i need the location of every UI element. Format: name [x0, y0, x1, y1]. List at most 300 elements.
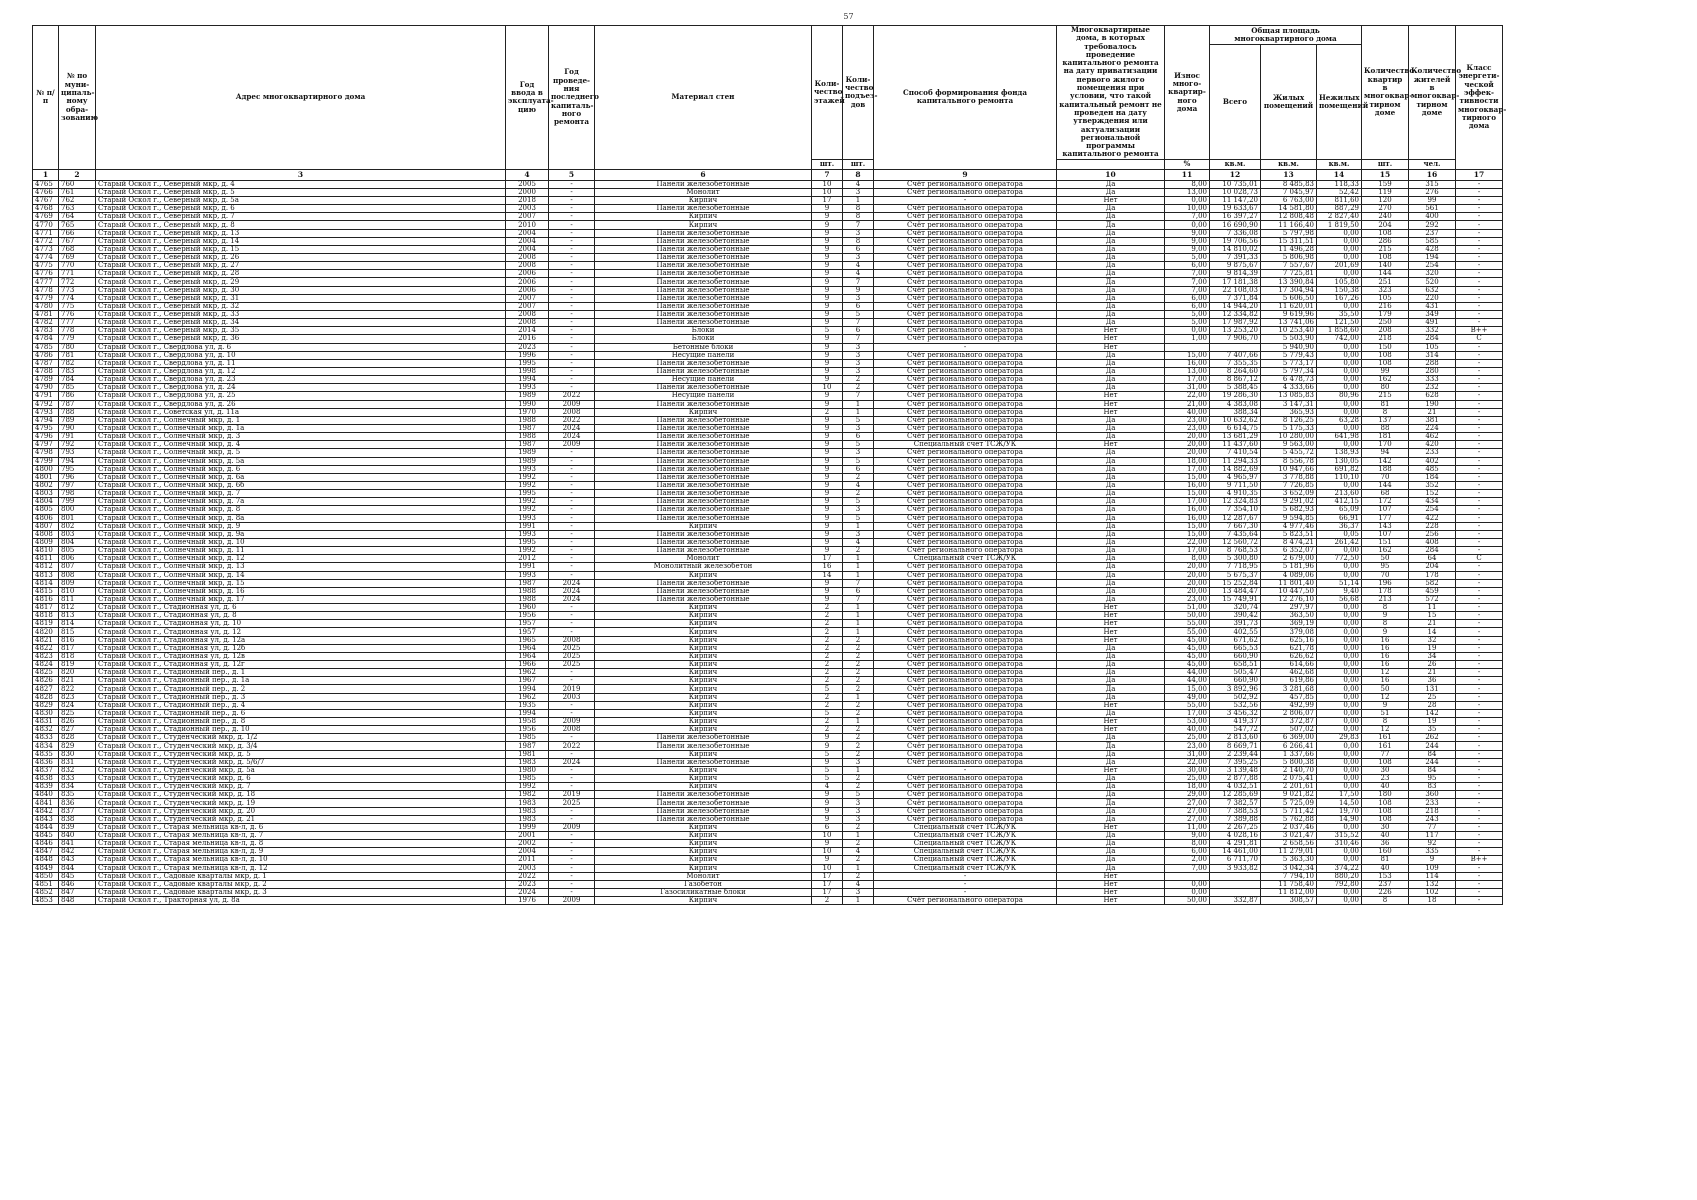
cell-municipal-number: 781 [59, 351, 96, 359]
cell-fund-method: Счёт регионального оператора [874, 262, 1057, 270]
cell-row-number: 4812 [33, 563, 59, 571]
cell-address: Старый Оскол г., Стадионная ул, д. 10 [96, 620, 506, 628]
cell-municipal-number: 829 [59, 742, 96, 750]
cell-repair-required: Нет [1057, 628, 1165, 636]
cell-area-nonresidential: 691,82 [1317, 465, 1362, 473]
cell-last-repair-year: - [549, 498, 595, 506]
cell-area-residential: 5 682,93 [1261, 506, 1317, 514]
cell-energy-class: - [1456, 319, 1503, 327]
cell-municipal-number: 820 [59, 669, 96, 677]
cell-apartments: 204 [1362, 221, 1409, 229]
header-fund-method: Способ формирования фонда капитального ремонта [874, 26, 1057, 170]
cell-wall-material: Панели железобетонные [595, 514, 812, 522]
cell-apartments: 9 [1362, 612, 1409, 620]
cell-municipal-number: 809 [59, 579, 96, 587]
table-row [33, 604, 1503, 612]
cell-municipal-number: 839 [59, 823, 96, 831]
cell-entrances: 5 [843, 791, 874, 799]
cell-residents: 84 [1409, 766, 1456, 774]
cell-area-residential: 7 045,97 [1261, 188, 1317, 196]
cell-wall-material: Кирпич [595, 701, 812, 709]
cell-municipal-number: 813 [59, 612, 96, 620]
cell-apartments: 120 [1362, 197, 1409, 205]
cell-fund-method: Счёт регионального оператора [874, 815, 1057, 823]
cell-municipal-number: 848 [59, 897, 96, 905]
cell-floors: 5 [812, 775, 843, 783]
cell-area-total: 14 461,00 [1210, 848, 1261, 856]
cell-energy-class: - [1456, 522, 1503, 530]
cell-energy-class: - [1456, 897, 1503, 905]
cell-last-repair-year: - [549, 604, 595, 612]
cell-wear: 0,00 [1165, 880, 1210, 888]
cell-row-number: 4766 [33, 188, 59, 196]
cell-entrances: 2 [843, 661, 874, 669]
cell-floors: 9 [812, 311, 843, 319]
cell-wear: 23,00 [1165, 742, 1210, 750]
cell-address: Старый Оскол г., Северный мкр, д. 15 [96, 245, 506, 253]
unit-floors: шт. [812, 159, 843, 169]
cell-area-residential: 3 021,47 [1261, 832, 1317, 840]
cell-area-nonresidential: 0,00 [1317, 254, 1362, 262]
cell-wear: 45,00 [1165, 644, 1210, 652]
header-year-built: Год ввода в эксплуата-цию [506, 26, 549, 170]
cell-repair-required: Да [1057, 416, 1165, 424]
cell-residents: 18 [1409, 897, 1456, 905]
cell-area-residential: 8 485,83 [1261, 180, 1317, 188]
cell-energy-class: - [1456, 775, 1503, 783]
cell-area-residential: 9 021,82 [1261, 791, 1317, 799]
cell-entrances: 1 [843, 400, 874, 408]
cell-row-number: 4769 [33, 213, 59, 221]
cell-area-total: 19 706,56 [1210, 237, 1261, 245]
cell-apartments: 108 [1362, 758, 1409, 766]
cell-apartments: 160 [1362, 848, 1409, 856]
cell-floors: 9 [812, 205, 843, 213]
cell-repair-required: Да [1057, 571, 1165, 579]
cell-fund-method: Счёт регионального оператора [874, 465, 1057, 473]
cell-area-total: 4 965,97 [1210, 473, 1261, 481]
cell-year-built: 2014 [506, 327, 549, 335]
cell-repair-required: Да [1057, 481, 1165, 489]
cell-area-residential: 6 352,07 [1261, 547, 1317, 555]
table-row [33, 547, 1503, 555]
cell-repair-required: Да [1057, 351, 1165, 359]
cell-entrances: 2 [843, 742, 874, 750]
cell-apartments: 170 [1362, 441, 1409, 449]
cell-floors: 9 [812, 807, 843, 815]
cell-row-number: 4827 [33, 685, 59, 693]
cell-row-number: 4813 [33, 571, 59, 579]
cell-year-built: 1993 [506, 514, 549, 522]
cell-row-number: 4795 [33, 424, 59, 432]
table-row [33, 327, 1503, 335]
cell-municipal-number: 838 [59, 815, 96, 823]
cell-fund-method: Счёт регионального оператора [874, 424, 1057, 432]
cell-area-residential: 12 276,10 [1261, 595, 1317, 603]
cell-wear: 8,00 [1165, 840, 1210, 848]
cell-wall-material: Кирпич [595, 213, 812, 221]
cell-address: Старый Оскол г., Старая мельница кв-л, д. 8 [96, 840, 506, 848]
cell-repair-required: Да [1057, 188, 1165, 196]
cell-repair-required: Да [1057, 799, 1165, 807]
cell-row-number: 4818 [33, 612, 59, 620]
cell-area-nonresidential: 0,00 [1317, 441, 1362, 449]
cell-wear: 22,00 [1165, 758, 1210, 766]
table-body [33, 180, 1503, 905]
cell-apartments: 95 [1362, 563, 1409, 571]
cell-area-nonresidential: 35,50 [1317, 311, 1362, 319]
cell-wear: 16,00 [1165, 481, 1210, 489]
cell-year-built: 2004 [506, 245, 549, 253]
cell-last-repair-year: - [549, 188, 595, 196]
cell-area-nonresidential: 0,00 [1317, 652, 1362, 660]
cell-repair-required: Да [1057, 840, 1165, 848]
cell-area-nonresidential: 1 858,60 [1317, 327, 1362, 335]
cell-fund-method: Счёт регионального оператора [874, 677, 1057, 685]
cell-wall-material: Газосиликатные блоки [595, 888, 812, 896]
cell-entrances: 5 [843, 498, 874, 506]
cell-area-residential: 462,68 [1261, 669, 1317, 677]
cell-residents: 284 [1409, 335, 1456, 343]
cell-energy-class: - [1456, 294, 1503, 302]
cell-municipal-number: 772 [59, 278, 96, 286]
cell-area-nonresidential: 0,00 [1317, 783, 1362, 791]
cell-wear: 13,00 [1165, 188, 1210, 196]
cell-address: Старый Оскол г., Северный мкр, д. 28 [96, 270, 506, 278]
cell-row-number: 4796 [33, 433, 59, 441]
cell-fund-method: Счёт регионального оператора [874, 563, 1057, 571]
cell-residents: 25 [1409, 693, 1456, 701]
cell-address: Старый Оскол г., Студенческий мкр, д. 5а [96, 766, 506, 774]
cell-last-repair-year: 2008 [549, 408, 595, 416]
cell-wear: 17,00 [1165, 709, 1210, 717]
cell-residents: 184 [1409, 473, 1456, 481]
cell-floors: 5 [812, 327, 843, 335]
cell-entrances: 2 [843, 669, 874, 677]
cell-year-built: 1962 [506, 693, 549, 701]
cell-wear: 0,00 [1165, 888, 1210, 896]
cell-last-repair-year: 2024 [549, 587, 595, 595]
cell-repair-required: Да [1057, 856, 1165, 864]
cell-area-total: 419,37 [1210, 718, 1261, 726]
cell-repair-required: Нет [1057, 620, 1165, 628]
cell-floors: 16 [812, 563, 843, 571]
cell-repair-required: Да [1057, 750, 1165, 758]
cell-repair-required: Да [1057, 213, 1165, 221]
cell-energy-class: - [1456, 644, 1503, 652]
cell-wear: 2,00 [1165, 856, 1210, 864]
cell-address: Старый Оскол г., Свердлова ул, д. 10 [96, 351, 506, 359]
cell-energy-class: - [1456, 742, 1503, 750]
cell-year-built: 1998 [506, 367, 549, 375]
cell-last-repair-year: 2024 [549, 595, 595, 603]
cell-wear: 21,00 [1165, 400, 1210, 408]
cell-municipal-number: 770 [59, 262, 96, 270]
cell-last-repair-year: - [549, 270, 595, 278]
cell-wear: 16,00 [1165, 359, 1210, 367]
cell-energy-class: - [1456, 604, 1503, 612]
cell-residents: 254 [1409, 262, 1456, 270]
cell-repair-required: Да [1057, 685, 1165, 693]
cell-year-built: 1992 [506, 547, 549, 555]
cell-area-nonresidential: 0,00 [1317, 856, 1362, 864]
cell-area-nonresidential: 63,28 [1317, 416, 1362, 424]
cell-entrances: 7 [843, 335, 874, 343]
cell-area-residential: 492,99 [1261, 701, 1317, 709]
cell-wear: 9,00 [1165, 245, 1210, 253]
cell-row-number: 4823 [33, 652, 59, 660]
cell-repair-required: Да [1057, 278, 1165, 286]
cell-wear: 44,00 [1165, 677, 1210, 685]
cell-last-repair-year: 2024 [549, 433, 595, 441]
cell-wear: 0,00 [1165, 197, 1210, 205]
cell-floors: 2 [812, 726, 843, 734]
cell-fund-method: Счёт регионального оператора [874, 701, 1057, 709]
cell-fund-method: - [874, 880, 1057, 888]
cell-area-nonresidential: 742,00 [1317, 335, 1362, 343]
cell-residents: 152 [1409, 490, 1456, 498]
cell-floors: 9 [812, 465, 843, 473]
cell-apartments: 81 [1362, 400, 1409, 408]
cell-municipal-number: 832 [59, 766, 96, 774]
cell-area-nonresidential: 201,69 [1317, 262, 1362, 270]
cell-entrances: 7 [843, 319, 874, 327]
cell-repair-required: Да [1057, 237, 1165, 245]
cell-last-repair-year: - [549, 864, 595, 872]
cell-residents: 142 [1409, 709, 1456, 717]
cell-energy-class: - [1456, 718, 1503, 726]
cell-fund-method: Счёт регионального оператора [874, 237, 1057, 245]
cell-last-repair-year: - [549, 311, 595, 319]
cell-floors: 2 [812, 701, 843, 709]
cell-row-number: 4849 [33, 864, 59, 872]
cell-apartments: 23 [1362, 775, 1409, 783]
cell-wall-material: Кирпич [595, 628, 812, 636]
cell-apartments: 137 [1362, 416, 1409, 424]
cell-last-repair-year: 2008 [549, 636, 595, 644]
cell-row-number: 4788 [33, 367, 59, 375]
cell-last-repair-year: - [549, 766, 595, 774]
table-row [33, 718, 1503, 726]
cell-entrances: 1 [843, 604, 874, 612]
cell-wall-material: Кирпич [595, 612, 812, 620]
cell-area-residential: 5 762,88 [1261, 815, 1317, 823]
cell-area-residential: 13 390,84 [1261, 278, 1317, 286]
cell-repair-required: Да [1057, 652, 1165, 660]
cell-year-built: 1992 [506, 783, 549, 791]
cell-area-residential: 10 447,50 [1261, 587, 1317, 595]
cell-apartments: 178 [1362, 587, 1409, 595]
cell-energy-class: - [1456, 188, 1503, 196]
cell-last-repair-year: - [549, 734, 595, 742]
cell-wall-material: Панели железобетонные [595, 278, 812, 286]
cell-wear: 45,00 [1165, 652, 1210, 660]
cell-area-total: 7 395,25 [1210, 758, 1261, 766]
cell-floors: 9 [812, 547, 843, 555]
cell-floors: 9 [812, 514, 843, 522]
cell-entrances: 8 [843, 205, 874, 213]
table-row [33, 254, 1503, 262]
cell-wall-material: Монолит [595, 188, 812, 196]
cell-last-repair-year: - [549, 294, 595, 302]
cell-repair-required: Да [1057, 864, 1165, 872]
cell-area-nonresidential: 0,00 [1317, 701, 1362, 709]
cell-last-repair-year: 2009 [549, 441, 595, 449]
cell-apartments: 8 [1362, 897, 1409, 905]
cell-area-residential: 2 140,70 [1261, 766, 1317, 774]
cell-entrances: 2 [843, 644, 874, 652]
cell-year-built: 1982 [506, 791, 549, 799]
cell-area-nonresidential: 811,60 [1317, 197, 1362, 205]
cell-area-total: 7 667,30 [1210, 522, 1261, 530]
cell-energy-class: - [1456, 872, 1503, 880]
cell-year-built: 2006 [506, 286, 549, 294]
table-row [33, 376, 1503, 384]
table-row [33, 302, 1503, 310]
cell-energy-class: - [1456, 750, 1503, 758]
cell-apartments: 172 [1362, 498, 1409, 506]
cell-year-built: 1957 [506, 620, 549, 628]
cell-municipal-number: 840 [59, 832, 96, 840]
cell-wear: 45,00 [1165, 661, 1210, 669]
cell-year-built: 2004 [506, 848, 549, 856]
cell-area-total: 3 139,48 [1210, 766, 1261, 774]
cell-energy-class: - [1456, 823, 1503, 831]
cell-apartments: 108 [1362, 807, 1409, 815]
cell-fund-method: - [874, 343, 1057, 351]
cell-residents: 190 [1409, 400, 1456, 408]
cell-floors: 9 [812, 498, 843, 506]
cell-area-residential: 9 563,00 [1261, 441, 1317, 449]
cell-address: Старый Оскол г., Солнечный мкр, д. 5а [96, 457, 506, 465]
cell-entrances: 1 [843, 571, 874, 579]
cell-apartments: 140 [1362, 262, 1409, 270]
cell-floors: 2 [812, 628, 843, 636]
cell-address: Старый Оскол г., Солнечный мкр, д. 6а [96, 473, 506, 481]
cell-floors: 9 [812, 392, 843, 400]
cell-address: Старый Оскол г., Северный мкр, д. 4 [96, 180, 506, 188]
cell-wear: 5,00 [1165, 254, 1210, 262]
cell-repair-required: Да [1057, 815, 1165, 823]
cell-entrances: 2 [843, 376, 874, 384]
cell-floors: 9 [812, 245, 843, 253]
cell-energy-class: - [1456, 490, 1503, 498]
cell-fund-method: Специальный счет ТСЖ/УК [874, 832, 1057, 840]
cell-repair-required: Да [1057, 229, 1165, 237]
cell-fund-method: Специальный счет ТСЖ/УК [874, 823, 1057, 831]
cell-area-nonresidential: 51,14 [1317, 579, 1362, 587]
cell-residents: 244 [1409, 742, 1456, 750]
cell-energy-class: - [1456, 449, 1503, 457]
table-row [33, 856, 1503, 864]
cell-area-nonresidential: 0,00 [1317, 367, 1362, 375]
cell-wall-material: Кирпич [595, 766, 812, 774]
cell-year-built: 1991 [506, 563, 549, 571]
cell-year-built: 1983 [506, 758, 549, 766]
cell-row-number: 4802 [33, 481, 59, 489]
cell-apartments: 161 [1362, 734, 1409, 742]
cell-last-repair-year: - [549, 384, 595, 392]
cell-energy-class: - [1456, 441, 1503, 449]
cell-wear: 7,00 [1165, 270, 1210, 278]
cell-apartments: 151 [1362, 538, 1409, 546]
cell-row-number: 4836 [33, 758, 59, 766]
cell-residents: 262 [1409, 734, 1456, 742]
cell-row-number: 4773 [33, 245, 59, 253]
cell-last-repair-year: - [549, 367, 595, 375]
cell-residents: 102 [1409, 888, 1456, 896]
cell-year-built: 1996 [506, 351, 549, 359]
cell-residents: 21 [1409, 408, 1456, 416]
cell-row-number: 4786 [33, 351, 59, 359]
cell-address: Старый Оскол г., Солнечный мкр, д. 12 [96, 555, 506, 563]
cell-floors: 9 [812, 229, 843, 237]
cell-fund-method: Счёт регионального оператора [874, 319, 1057, 327]
cell-area-residential: 11 812,00 [1261, 888, 1317, 896]
cell-row-number: 4781 [33, 311, 59, 319]
cell-floors: 17 [812, 555, 843, 563]
cell-year-built: 2008 [506, 311, 549, 319]
cell-fund-method: Специальный счет ТСЖ/УК [874, 441, 1057, 449]
cell-area-total: 3 892,96 [1210, 685, 1261, 693]
cell-last-repair-year: - [549, 514, 595, 522]
cell-wall-material: Газобетон [595, 880, 812, 888]
cell-last-repair-year: 2009 [549, 400, 595, 408]
cell-year-built: 1995 [506, 359, 549, 367]
cell-address: Старый Оскол г., Стадионная ул, д. 12в [96, 652, 506, 660]
cell-apartments: 108 [1362, 351, 1409, 359]
cell-area-residential: 13 085,83 [1261, 392, 1317, 400]
cell-entrances: 1 [843, 628, 874, 636]
cell-floors: 17 [812, 880, 843, 888]
cell-fund-method: Счёт регионального оператора [874, 384, 1057, 392]
cell-municipal-number: 814 [59, 620, 96, 628]
cell-floors: 9 [812, 424, 843, 432]
cell-row-number: 4807 [33, 522, 59, 530]
cell-floors: 9 [812, 856, 843, 864]
cell-apartments: 70 [1362, 571, 1409, 579]
table-row [33, 538, 1503, 546]
cell-area-nonresidential: 0,00 [1317, 563, 1362, 571]
cell-year-built: 1970 [506, 408, 549, 416]
cell-apartments: 99 [1362, 367, 1409, 375]
cell-fund-method: Счёт регионального оператора [874, 604, 1057, 612]
cell-area-nonresidential: 880,20 [1317, 872, 1362, 880]
cell-apartments: 162 [1362, 376, 1409, 384]
cell-energy-class: - [1456, 709, 1503, 717]
cell-row-number: 4826 [33, 677, 59, 685]
cell-address: Старый Оскол г., Северный мкр, д. 31 [96, 294, 506, 302]
cell-wear: 27,00 [1165, 799, 1210, 807]
cell-year-built: 1957 [506, 628, 549, 636]
cell-address: Старый Оскол г., Свердлова ул, д. 11 [96, 359, 506, 367]
cell-row-number: 4792 [33, 400, 59, 408]
table-row [33, 490, 1503, 498]
cell-floors: 9 [812, 254, 843, 262]
cell-apartments: 215 [1362, 392, 1409, 400]
cell-area-nonresidential: 0,00 [1317, 888, 1362, 896]
table-row [33, 229, 1503, 237]
cell-area-total: 8 768,53 [1210, 547, 1261, 555]
cell-fund-method: Счёт регионального оператора [874, 547, 1057, 555]
cell-entrances: 2 [843, 652, 874, 660]
cell-wear: 6,00 [1165, 302, 1210, 310]
cell-energy-class: - [1456, 579, 1503, 587]
cell-fund-method: Счёт регионального оператора [874, 636, 1057, 644]
cell-apartments: 218 [1362, 335, 1409, 343]
cell-wear: 6,00 [1165, 294, 1210, 302]
cell-last-repair-year: - [549, 775, 595, 783]
